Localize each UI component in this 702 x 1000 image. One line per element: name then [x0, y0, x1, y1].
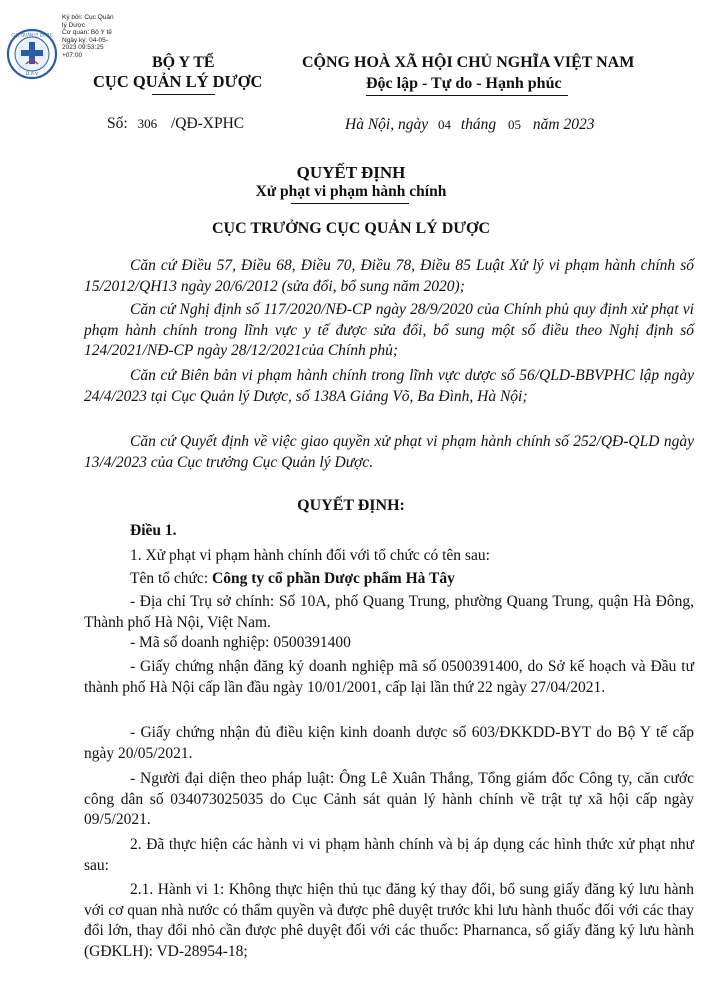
article-1-clause-2: 2. Đã thực hiện các hành vi vi phạm hành chính và bị áp dụng các hình thức xử phạt như sau:	[84, 836, 694, 874]
document-subtitle: Xử phạt vi phạm hành chính	[255, 183, 447, 200]
article-1-clause-1: 1. Xử phạt vi phạm hành chính đối với tổ chức có tên sau:	[130, 547, 490, 564]
legal-basis-1: Căn cứ Điều 57, Điều 68, Điều 70, Điều 78, Điều 85 Luật Xử lý vi phạm hành chính số 15/2012/QH13 ngày 20/6/2012 (sửa đổi, bổ sung năm 2020);	[84, 257, 694, 295]
legal-basis-3: Căn cứ Biên bản vi phạm hành chính trong lĩnh vực dược số 56/QLD-BBVPHC lập ngày 24/4/2023 tại Cục Quản lý Dược, số 138A Giảng Võ, Ba Đình, Hà Nội;	[84, 367, 694, 405]
agency-seal	[6, 28, 58, 80]
seal-graphic	[6, 28, 58, 80]
issuing-authority: CỤC TRƯỞNG CỤC QUẢN LÝ DƯỢC	[211, 220, 491, 237]
decision-number	[107, 115, 244, 133]
signature-line: Ký bởi: Cục Quản	[62, 14, 114, 21]
legal-basis-2: Căn cứ Nghị định số 117/2020/NĐ-CP ngày 28/9/2020 của Chính phủ quy định xử phạt vi phạm hành chính trong lĩnh vực y tế được sửa đổi, bổ sung một số điều theo Nghị định số 124/2021/NĐ-CP ngày 28/12/2021của Chính phủ;	[84, 301, 694, 359]
ministry-name: BỘ Y TẾ	[152, 54, 215, 71]
number-label: Số:	[107, 115, 128, 132]
date-month-label: tháng	[460, 116, 497, 133]
nation-name: CỘNG HOÀ XÃ HỘI CHỦ NGHĨA VIỆT NAM	[302, 54, 635, 71]
legal-representative: - Người đại diện theo pháp luật: Ông Lê Xuân Thắng, Tổng giám đốc Công ty, căn cước công dân số 034073025035 do Cục Cảnh sát quản lý hành chính về trật tự xã hội cấp ngày 09/5/2021.	[84, 770, 694, 828]
svg-text:D.A.V: D.A.V	[25, 72, 39, 77]
decision-heading: QUYẾT ĐỊNH:	[297, 497, 405, 514]
subtitle-underline	[291, 203, 409, 204]
enterprise-code: - Mã số doanh nghiệp: 0500391400	[130, 634, 351, 651]
business-registration: - Giấy chứng nhận đăng ký doanh nghiệp mã số 0500391400, do Sở kế hoạch và Đầu tư thành phố Hà Nội cấp lần đầu ngày 10/01/2001, cấp lại lần thứ 22 ngày 27/04/2021.	[84, 658, 694, 696]
agency-underline	[152, 94, 215, 95]
issue-date	[345, 116, 594, 134]
signature-line: 2023 09:53:25	[62, 44, 104, 52]
document-title: QUYẾT ĐỊNH	[296, 163, 406, 182]
signature-line: lý Dược	[62, 21, 86, 29]
signature-line: Cơ quan: Bộ Y tế	[62, 29, 112, 37]
signature-line: Ngày ký: 04-05-	[62, 36, 108, 44]
date-month: 05	[508, 117, 522, 132]
svg-text:CỤC QUẢN LÝ DƯỢC: CỤC QUẢN LÝ DƯỢC	[11, 32, 53, 38]
date-year: năm 2023	[532, 116, 595, 133]
signature-line: +07:00	[62, 51, 83, 59]
motto-underline	[366, 95, 568, 96]
article-1-heading: Điều 1.	[130, 522, 177, 539]
national-motto: Độc lập - Tự do - Hạnh phúc	[366, 75, 562, 92]
violation-2-1: 2.1. Hành vi 1: Không thực hiện thủ tục đăng ký thay đổi, bổ sung giấy đăng ký lưu hành với cơ quan nhà nước có thẩm quyền và được phê duyệt trước khi lưu hành thuốc đối với các thay đổi lớn, thay đổi nhỏ cần được phê duyệt đối với các thuốc: Pharnanca, số giấy đăng ký lưu hành (GĐKLH): VD-28954-18;	[84, 881, 694, 960]
number-suffix: /QĐ-XPHC	[170, 115, 245, 132]
organization-address: - Địa chỉ Trụ sở chính: Số 10A, phố Quang Trung, phường Quang Trung, quận Hà Đông, Thành phố Hà Nội, Việt Nam.	[84, 593, 694, 631]
number-value: 306	[137, 116, 158, 131]
organization-label: Tên tổ chức:	[130, 570, 212, 587]
agency-name: CỤC QUẢN LÝ DƯỢC	[93, 72, 263, 91]
pharmacy-certificate: - Giấy chứng nhận đủ điều kiện kinh doanh dược số 603/ĐKKDD-BYT do Bộ Y tế cấp ngày 20/05/2021.	[84, 724, 694, 762]
legal-basis-4: Căn cứ Quyết định về việc giao quyền xử phạt vi phạm hành chính số 252/QĐ-QLD ngày 13/4/2023 của Cục trưởng Cục Quản lý Dược.	[84, 433, 694, 471]
organization-name: Công ty cổ phần Dược phẩm Hà Tây	[212, 570, 455, 587]
date-day: 04	[437, 117, 451, 132]
date-prefix: Hà Nội, ngày	[345, 116, 429, 133]
organization-name-line	[84, 569, 694, 590]
digital-signature-info	[62, 14, 114, 60]
